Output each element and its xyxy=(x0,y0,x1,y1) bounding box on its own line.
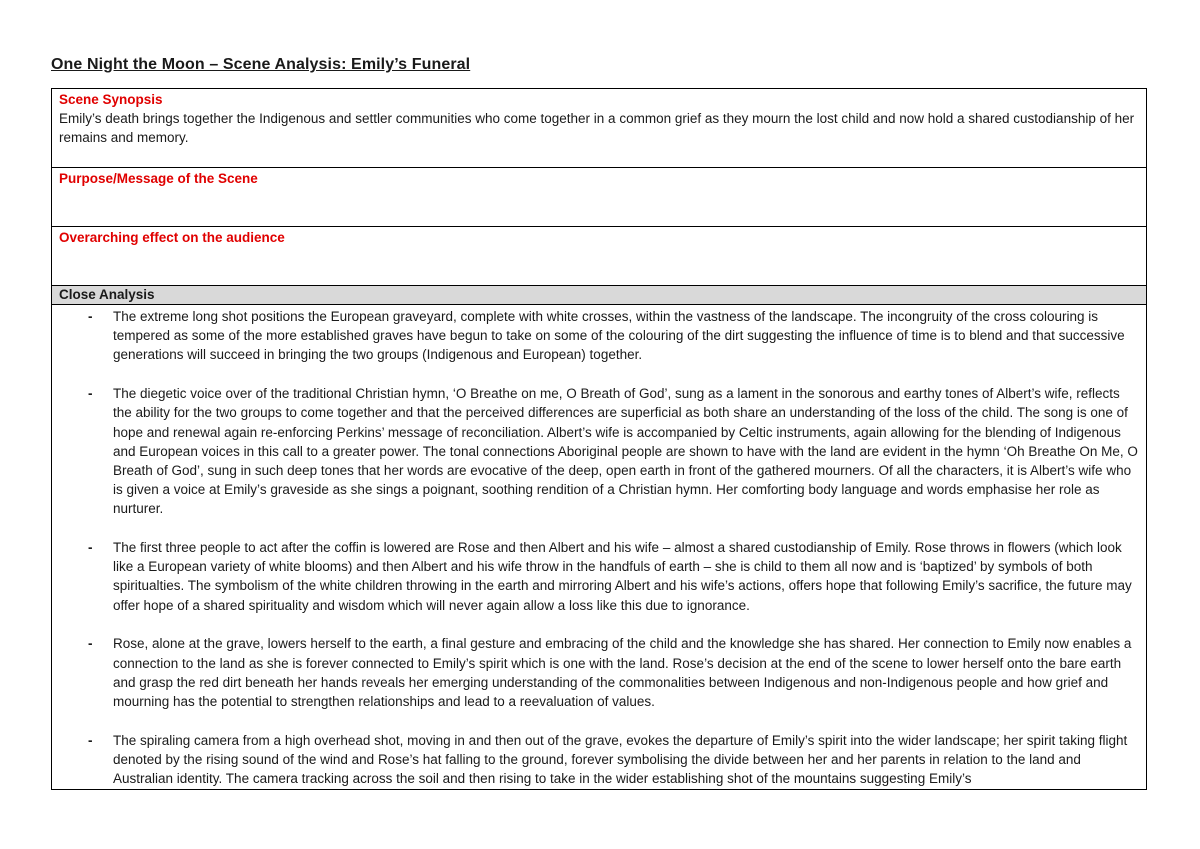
synopsis-text: Emily’s death brings together the Indigenous and settler communities who come together in a common grief as they mourn the lost child and now hold a shared custodianship of her remains and memory. xyxy=(59,111,1135,145)
document-title: One Night the Moon – Scene Analysis: Emily’s Funeral xyxy=(51,56,471,73)
close-analysis-section xyxy=(52,286,1146,789)
analysis-point xyxy=(52,634,1138,711)
analysis-point-text: Rose, alone at the grave, lowers herself to the earth, a final gesture and embracing of the child and the knowledge she has shared. Her connection to Emily now enables a connection to the land as she is forever connected to Emily’s spirit which is one with the land. Rose’s decision at the end of the scene to lower herself onto the bare earth and grasp the red dirt beneath her hands reveals her emerging understanding of the commonalities between Indigenous and non-Indigenous people and how grief and mourning has the potential to strengthen relationships and lead to a reevaluation of values. xyxy=(113,636,1132,709)
bullet-dash: - xyxy=(88,309,93,324)
analysis-point xyxy=(52,731,1138,789)
analysis-point-text: The spiraling camera from a high overhead shot, moving in and then out of the grave, evokes the departure of Emily’s spirit into the wider landscape; her spirit taking flight denoted by the rising sound of the wind and Rose’s hat falling to the ground, forever symbolising the divide between her and her parents in relation to the land and Australian identity. The camera tracking across the soil and then rising to take in the wider establishing shot of the mountains suggesting Emily’s xyxy=(113,732,1128,787)
bullet-dash: - xyxy=(88,540,93,556)
analysis-table xyxy=(51,88,1147,790)
effect-section xyxy=(52,227,1146,286)
analysis-point xyxy=(52,538,1138,615)
close-analysis-heading: Close Analysis xyxy=(52,286,1146,305)
analysis-point-text: The first three people to act after the coffin is lowered are Rose and then Albert and his wife – almost a shared custodianship of Emily. Rose throws in flowers (which look like a European variety of white blooms) and then Albert and his wife throw in the handfuls of earth – she is child to them all now and is ‘baptized’ by symbols of both spiritualties. The symbolism of the white children throwing in the earth and mirroring Albert and his wife’s actions, offers hope that following Emily’s sacrifice, the future may offer hope of a shared spirituality and wisdom which will never again allow a loss like this due to ignorance. xyxy=(113,540,1132,613)
bullet-dash: - xyxy=(88,636,93,652)
purpose-section xyxy=(52,168,1146,227)
analysis-point-text: The extreme long shot positions the European graveyard, complete with white crosses, within the vastness of the landscape. The incongruity of the cross colouring is tempered as some of the more established graves have begun to take on some of the colouring of the dirt suggesting the influence of time is to blend and that successive generations will succeed in bringing the two groups (Indigenous and European) together. xyxy=(113,309,1125,363)
synopsis-section xyxy=(52,89,1146,168)
bullet-dash: - xyxy=(88,386,93,402)
analysis-point xyxy=(52,384,1138,518)
purpose-heading: Purpose/Message of the Scene xyxy=(59,171,258,186)
analysis-point-text: The diegetic voice over of the traditional Christian hymn, ‘O Breathe on me, O Breath of God’, sung as a lament in the sonorous and earthy tones of Albert’s wife, reflects the ability for the two groups to come together and that the perceived differences are superficial as both share an understanding of the loss of the child. The song is one of hope and renewal again re-enforcing Perkins’ message of reconciliation. Albert’s wife is accompanied by Celtic instruments, again allowing for the blending of Indigenous and European voices in this call to a greater power. The tonal connections Aboriginal people are shown to have with the land are evident in the hymn ‘Oh Breathe On Me, O Breath of God’, sung in such deep tones that her words are evocative of the deep, open earth in front of the gathered mourners. Of all the characters, it is Albert’s wife who is given a voice at Emily’s graveside as she sings a poignant, soothing rendition of a Christian hymn. Her comforting body language and words emphasise her role as nurturer. xyxy=(113,386,1138,517)
analysis-point xyxy=(52,307,1138,365)
analysis-points xyxy=(52,305,1146,788)
bullet-dash: - xyxy=(88,732,93,748)
effect-heading: Overarching effect on the audience xyxy=(59,230,285,245)
synopsis-heading: Scene Synopsis xyxy=(59,92,163,107)
